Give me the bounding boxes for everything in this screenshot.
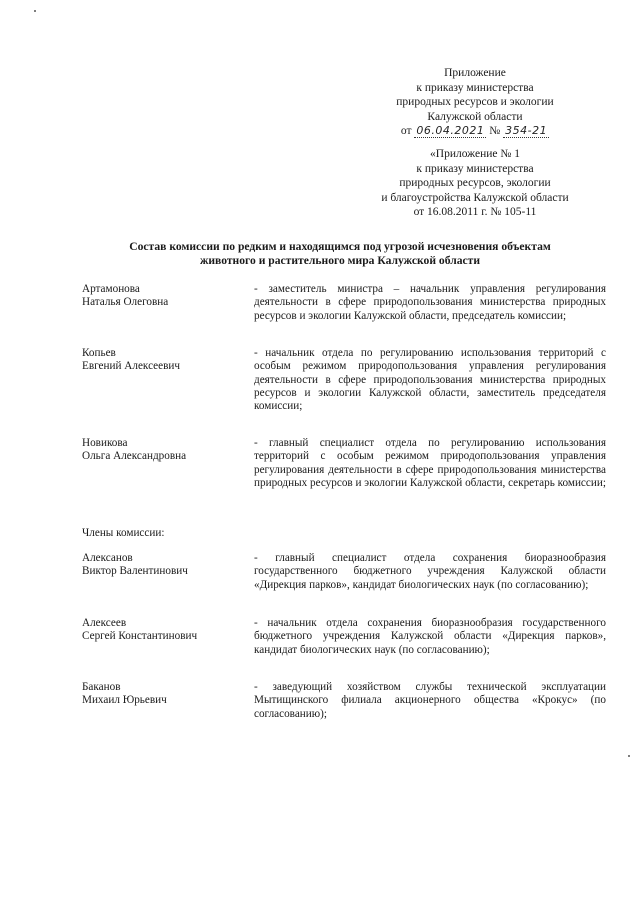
person-role: - начальник отдела сохранения биоразнообразия государственного бюджетного учреждения Калужской области «Дирекция парков», кандидат биологических наук (по согласованию); — [254, 617, 606, 656]
members-heading: Члены комиссии: — [82, 527, 165, 539]
person-name — [82, 617, 242, 644]
given-names: Сергей Константинович — [82, 630, 198, 643]
scan-speck — [34, 10, 36, 12]
title-line: Состав комиссии по редким и находящимся под угрозой исчезновения объектам — [129, 240, 551, 253]
surname: Артамонова — [82, 283, 140, 295]
original-appendix-line: к приказу министерства — [416, 162, 534, 175]
given-names: Виктор Валентинович — [82, 565, 188, 578]
appendix-header — [360, 66, 590, 139]
given-names: Наталья Олеговна — [82, 296, 169, 309]
handwritten-date: 06.04.2021 — [416, 124, 485, 137]
original-appendix-line: от 16.08.2011 г. № 105-11 — [413, 206, 537, 218]
number-prefix: № — [489, 125, 501, 137]
person-name — [82, 283, 242, 310]
person-name — [82, 681, 242, 708]
given-names: Ольга Александровна — [82, 450, 187, 463]
surname: Алексанов — [82, 552, 133, 564]
appendix-title: Приложение — [444, 67, 506, 79]
original-appendix-line: «Приложение № 1 — [430, 148, 520, 160]
person-role: - главный специалист отдела сохранения биоразнообразия государственного бюджетного учреждения Калужской области «Дирекция парков», кандидат биологических наук (по согласованию); — [254, 552, 606, 591]
original-appendix-line: природных ресурсов, экологии — [399, 177, 551, 189]
person-name — [82, 437, 242, 464]
person-role: - заместитель министра – начальник управления регулирования деятельности в сфере природопользования министерства природных ресурсов и экологии Калужской области, председатель комиссии; — [254, 283, 606, 322]
given-names: Евгений Алексеевич — [82, 360, 180, 373]
given-names: Михаил Юрьевич — [82, 694, 167, 707]
person-role: - заведующий хозяйством службы технической эксплуатации Мытищинского филиала акционерного общества «Крокус» (по согласованию); — [254, 681, 606, 720]
person-role: - начальник отдела по регулированию использования территорий с особым режимом природопользования управления регулирования деятельности в сфере природопользования министерства природных ресурсов и экологии Калужской области, заместитель председателя комиссии; — [254, 347, 606, 413]
date-prefix: от — [400, 125, 412, 137]
title-line: животного и растительного мира Калужской области — [199, 254, 481, 267]
original-appendix-line: и благоустройства Калужской области — [381, 191, 569, 204]
person-name — [82, 552, 242, 579]
surname: Баканов — [82, 681, 121, 693]
surname: Новикова — [82, 437, 128, 449]
person-role: - главный специалист отдела по регулированию использования территорий с особым режимом природопользования управления регулирования деятельности в сфере природопользования министерства природных ресурсов и экологии Калужской области, секретарь комиссии; — [254, 437, 606, 489]
appendix-line: к приказу министерства — [416, 81, 534, 94]
surname: Копьев — [82, 347, 116, 359]
appendix-line: Калужской области — [427, 110, 523, 123]
person-name — [82, 347, 242, 374]
appendix-date-line — [360, 124, 590, 139]
surname: Алексеев — [82, 617, 127, 629]
document-title — [70, 240, 610, 268]
original-appendix — [360, 147, 590, 220]
appendix-line: природных ресурсов и экологии — [396, 96, 554, 108]
handwritten-number: 354-21 — [505, 124, 548, 137]
scan-speck — [628, 755, 630, 757]
